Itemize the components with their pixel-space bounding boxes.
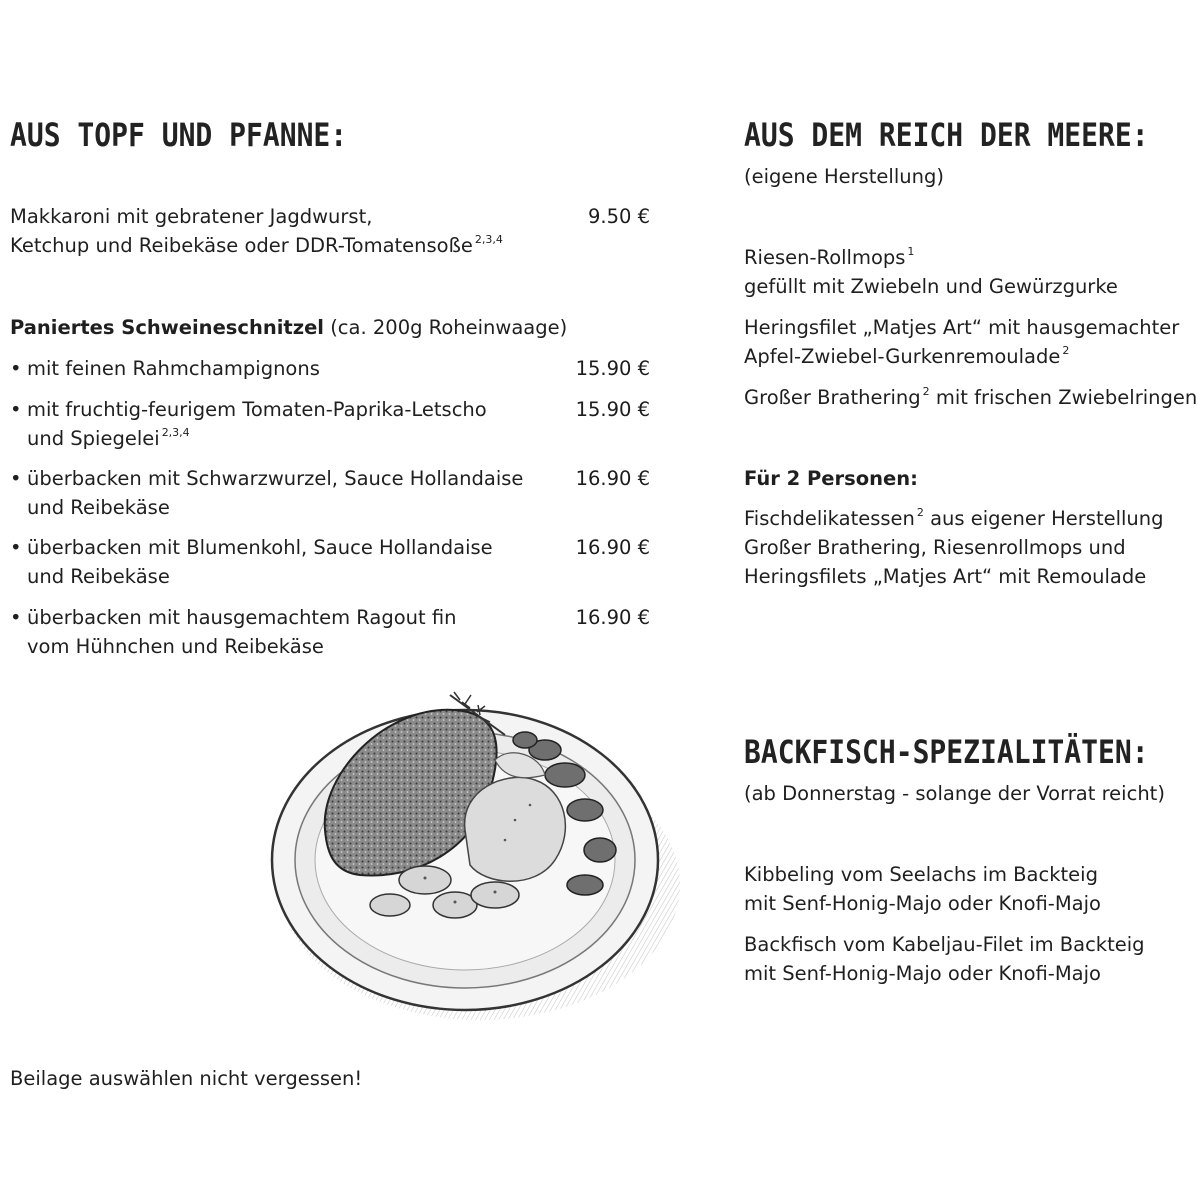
section-heading-topf-pfanne: AUS TOPF UND PFANNE: [10,116,348,154]
makkaroni-price: 9.50 € [587,205,650,228]
item-line1: überbacken mit Blumenkohl, Sauce Hollandaise [27,536,493,559]
schnitzel-plate-illustration-icon [265,680,685,1040]
brathering-item [744,383,1200,412]
brathering-allergen: 2 [922,385,930,398]
schnitzel-item-4-price: 16.90 € [575,536,650,559]
kabeljau-line1: Backfisch vom Kabeljau-Filet im Backteig [744,933,1145,956]
item-line2: und Reibekäse [27,496,170,519]
for-two-title: Für 2 Personen: [744,467,918,490]
bullet: • [10,357,22,380]
schnitzel-item-3 [10,464,523,522]
fisch-line1a: Fischdelikatessen [744,507,915,530]
kibbeling-line2: mit Senf-Honig-Majo oder Knofi-Majo [744,892,1101,915]
item-line2: und Spiegelei [27,427,160,450]
hering-line1: Heringsfilet „Matjes Art“ mit hausgemachter [744,316,1180,339]
bullet: • [10,398,22,421]
schnitzel-item-1 [10,354,320,383]
section-heading-backfisch: BACKFISCH-SPEZIALITÄTEN: [744,733,1149,771]
item-line1: überbacken mit hausgemachtem Ragout fin [27,606,457,629]
section-heading-meere: AUS DEM REICH DER MEERE: [744,116,1149,154]
hering-line2: Apfel-Zwiebel-Gurkenremoulade [744,345,1061,368]
item-allergens: 2,3,4 [161,426,190,439]
item-line1: mit feinen Rahmchampignons [27,357,320,380]
rollmops-line1: Riesen-Rollmops [744,246,906,269]
schnitzel-item-1-price: 15.90 € [575,357,650,380]
sea-subtitle: (eigene Herstellung) [744,165,944,188]
rollmops-allergen: 1 [907,245,915,258]
fisch-line1b: aus eigener Herstellung [930,507,1164,530]
schnitzel-item-4 [10,533,493,591]
item-line1: mit fruchtig-feurigem Tomaten-Paprika-Letscho [27,398,487,421]
kabeljau-item [744,930,1145,988]
schnitzel-item-5-price: 16.90 € [575,606,650,629]
rollmops-item [744,243,1118,301]
kibbeling-line1: Kibbeling vom Seelachs im Backteig [744,863,1098,886]
brathering-text-a: Großer Brathering [744,386,921,409]
hering-allergen: 2 [1062,344,1070,357]
bullet: • [10,536,22,559]
makkaroni-line1: Makkaroni mit gebratener Jagdwurst, [10,205,373,228]
bullet: • [10,606,22,629]
backfisch-subtitle: (ab Donnerstag - solange der Vorrat reicht) [744,782,1165,805]
schnitzel-weight-note: (ca. 200g Roheinwaage) [330,316,568,339]
makkaroni-line2: Ketchup und Reibekäse oder DDR-Tomatensoße [10,234,473,257]
schnitzel-item-2-price: 15.90 € [575,398,650,421]
schnitzel-item-3-price: 16.90 € [575,467,650,490]
schnitzel-item-5 [10,603,457,661]
schnitzel-title-row [10,313,567,342]
fisch-allergen: 2 [916,506,924,519]
item-line2: und Reibekäse [27,565,170,588]
schnitzel-title: Paniertes Schweineschnitzel [10,316,324,339]
kibbeling-item [744,860,1101,918]
heringsfilet-item [744,313,1179,371]
fisch-line3: Heringsfilets „Matjes Art“ mit Remoulade [744,565,1147,588]
brathering-text-b: mit frischen Zwiebelringen [935,386,1198,409]
schnitzel-item-2 [10,395,487,453]
item-line2: vom Hühnchen und Reibekäse [27,635,324,658]
makkaroni-allergens: 2,3,4 [474,233,503,246]
rollmops-line2: gefüllt mit Zwiebeln und Gewürzgurke [744,275,1118,298]
footer-note: Beilage auswählen nicht vergessen! [10,1067,363,1090]
item-line1: überbacken mit Schwarzwurzel, Sauce Hollandaise [27,467,524,490]
bullet: • [10,467,22,490]
fisch-line2: Großer Brathering, Riesenrollmops und [744,536,1126,559]
kabeljau-line2: mit Senf-Honig-Majo oder Knofi-Majo [744,962,1101,985]
makkaroni-description [10,202,503,260]
fischdelikatessen-item [744,504,1164,591]
